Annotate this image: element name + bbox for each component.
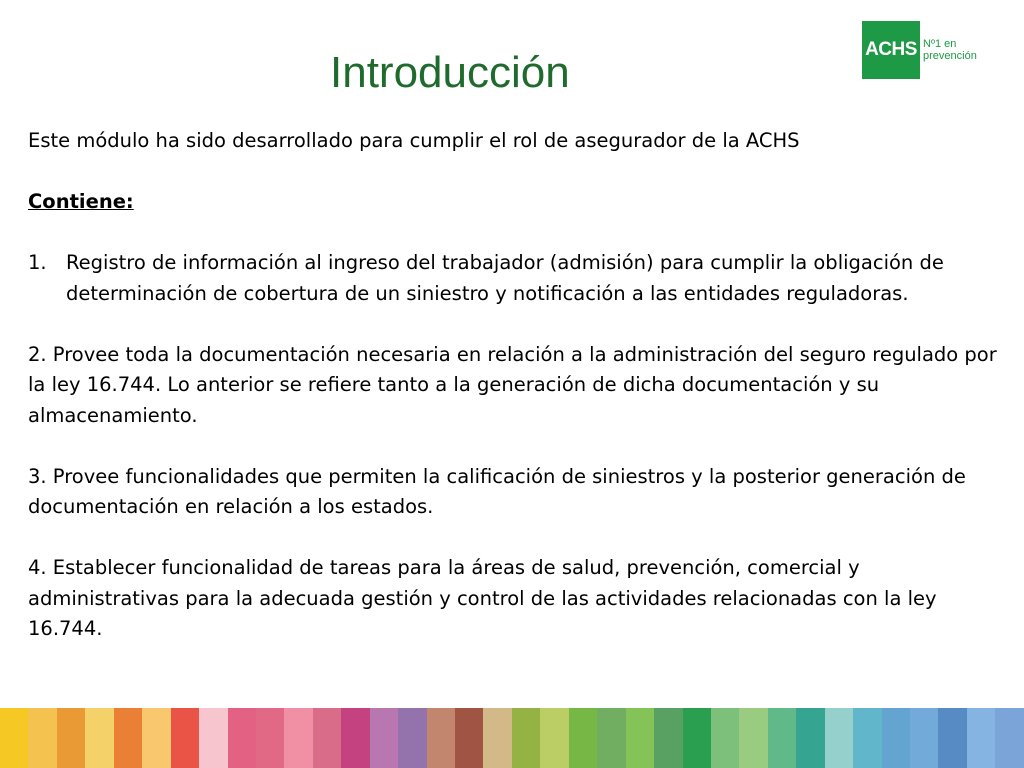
stripe	[711, 708, 739, 768]
stripe	[483, 708, 511, 768]
list-item-3: 3. Provee funcionalidades que permiten la calificación de siniestros y la posterior generación de documentación en relación a los estados.	[28, 464, 966, 518]
stripe	[228, 708, 256, 768]
stripe	[739, 708, 767, 768]
tagline-line-2: prevención	[923, 50, 977, 62]
stripe	[341, 708, 369, 768]
stripe	[171, 708, 199, 768]
stripe	[398, 708, 426, 768]
stripe	[57, 708, 85, 768]
stripe	[455, 708, 483, 768]
stripe	[256, 708, 284, 768]
slide-body	[28, 126, 1003, 645]
stripe	[768, 708, 796, 768]
stripe	[995, 708, 1023, 768]
achs-logo-mark: ACHS	[862, 21, 920, 79]
intro-text: Este módulo ha sido desarrollado para cumplir el rol de asegurador de la ACHS	[28, 129, 800, 152]
stripe	[313, 708, 341, 768]
stripe	[597, 708, 625, 768]
stripe	[28, 708, 56, 768]
stripe	[569, 708, 597, 768]
stripe	[967, 708, 995, 768]
stripe	[853, 708, 881, 768]
page-title: Introducción	[330, 48, 570, 97]
stripe	[142, 708, 170, 768]
stripe	[882, 708, 910, 768]
tagline-line-1: Nº1 en	[923, 38, 957, 50]
stripe	[199, 708, 227, 768]
contents-heading: Contiene:	[28, 190, 134, 213]
achs-logo-tagline	[923, 38, 977, 62]
stripe	[683, 708, 711, 768]
list-number: 1.	[28, 251, 47, 274]
stripe	[85, 708, 113, 768]
achs-logo	[862, 21, 977, 79]
list-text: Registro de información al ingreso del trabajador (admisión) para cumplir la obligación de determinación de cobertura de un siniestro y notificación a las entidades reguladoras.	[66, 251, 944, 305]
stripe	[370, 708, 398, 768]
stripe	[0, 708, 28, 768]
stripe	[284, 708, 312, 768]
list-item-2: 2. Provee toda la documentación necesaria en relación a la administración del seguro regulado por la ley 16.744. Lo anterior se refiere tanto a la generación de dicha documentación y su almacenamiento.	[28, 342, 997, 427]
stripe	[796, 708, 824, 768]
stripe	[540, 708, 568, 768]
stripe	[626, 708, 654, 768]
stripe	[825, 708, 853, 768]
stripe	[910, 708, 938, 768]
decorative-color-stripes	[0, 708, 1024, 768]
stripe	[654, 708, 682, 768]
stripe	[427, 708, 455, 768]
list-item-4: 4. Establecer funcionalidad de tareas para la áreas de salud, prevención, comercial y administrativas para la adecuada gestión y control de las actividades relacionadas con la ley 16.744.	[28, 556, 937, 640]
list-item-1	[28, 248, 1003, 309]
stripe	[512, 708, 540, 768]
stripe	[114, 708, 142, 768]
stripe	[938, 708, 966, 768]
